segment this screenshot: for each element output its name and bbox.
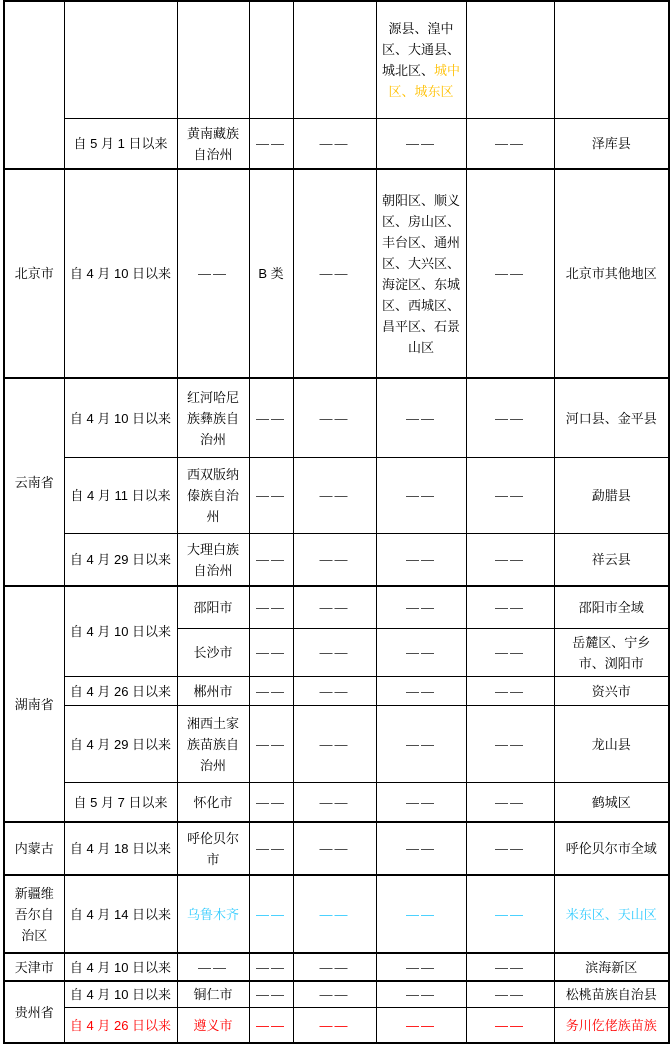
cell-dash: —— bbox=[249, 378, 293, 458]
cell-dash: —— bbox=[376, 534, 466, 587]
cell-date: 自 4 月 10 日以来 bbox=[64, 586, 177, 677]
cell-dash: —— bbox=[466, 629, 554, 677]
cell-dash: —— bbox=[293, 706, 376, 783]
cell-dash bbox=[466, 1, 554, 119]
cell-date: 自 4 月 10 日以来 bbox=[64, 953, 177, 981]
table-row bbox=[4, 378, 669, 458]
cell-dash: —— bbox=[466, 783, 554, 823]
table-row bbox=[4, 1008, 669, 1044]
cell-dash: —— bbox=[376, 706, 466, 783]
cell-city: 邵阳市 bbox=[177, 586, 249, 629]
cell-date: 自 4 月 10 日以来 bbox=[64, 378, 177, 458]
cell-dash: —— bbox=[466, 586, 554, 629]
cell-date: 自 4 月 26 日以来 bbox=[64, 1008, 177, 1044]
cell-city: 怀化市 bbox=[177, 783, 249, 823]
cell-area bbox=[554, 1, 669, 119]
cell-dash: —— bbox=[293, 783, 376, 823]
cell-area: 务川仡佬族苗族 bbox=[554, 1008, 669, 1044]
table-row bbox=[4, 706, 669, 783]
cell-area: 滨海新区 bbox=[554, 953, 669, 981]
cell-dash: —— bbox=[249, 677, 293, 706]
cell-dash: —— bbox=[249, 981, 293, 1008]
table-row bbox=[4, 677, 669, 706]
cell-dash: —— bbox=[376, 378, 466, 458]
table-row bbox=[4, 953, 669, 981]
cell-dash bbox=[293, 1, 376, 119]
cell-dash: —— bbox=[249, 783, 293, 823]
cell-dash: —— bbox=[466, 169, 554, 378]
cell-dash: —— bbox=[376, 822, 466, 875]
cell-date: 自 5 月 7 日以来 bbox=[64, 783, 177, 823]
cell-dash: —— bbox=[249, 458, 293, 534]
cell-area: 河口县、金平县 bbox=[554, 378, 669, 458]
cell-dash: —— bbox=[293, 677, 376, 706]
table-row bbox=[4, 1, 669, 119]
cell-date: 自 4 月 18 日以来 bbox=[64, 822, 177, 875]
highlighted-districts: 城中区、城东区 bbox=[388, 63, 461, 99]
cell-dash: —— bbox=[376, 629, 466, 677]
cell-province bbox=[4, 1, 64, 169]
cell-dash: —— bbox=[376, 875, 466, 953]
cell-dash: —— bbox=[376, 677, 466, 706]
cell-dash: —— bbox=[249, 706, 293, 783]
cell-dash: —— bbox=[293, 822, 376, 875]
cell-date: 自 4 月 10 日以来 bbox=[64, 981, 177, 1008]
cell-area: 鹤城区 bbox=[554, 783, 669, 823]
cell-dash: —— bbox=[376, 783, 466, 823]
cell-dash: —— bbox=[466, 534, 554, 587]
cell-city: 红河哈尼族彝族自治州 bbox=[177, 378, 249, 458]
cell-dash: —— bbox=[293, 981, 376, 1008]
cell-dash: —— bbox=[466, 458, 554, 534]
cell-province: 湖南省 bbox=[4, 586, 64, 822]
cell-dash: —— bbox=[466, 378, 554, 458]
cell-date: 自 4 月 11 日以来 bbox=[64, 458, 177, 534]
cell-province: 云南省 bbox=[4, 378, 64, 586]
cell-city bbox=[177, 1, 249, 119]
cell-city: 铜仁市 bbox=[177, 981, 249, 1008]
cell-city: 湘西土家族苗族自治州 bbox=[177, 706, 249, 783]
table-row bbox=[4, 586, 669, 629]
cell-date: 自 4 月 26 日以来 bbox=[64, 677, 177, 706]
cell-area: 岳麓区、宁乡市、浏阳市 bbox=[554, 629, 669, 677]
cell-city: 黄南藏族自治州 bbox=[177, 119, 249, 170]
cell-dash: —— bbox=[177, 953, 249, 981]
cell-dash: —— bbox=[293, 586, 376, 629]
cell-dash: —— bbox=[466, 706, 554, 783]
cell-city: 长沙市 bbox=[177, 629, 249, 677]
cell-province: 北京市 bbox=[4, 169, 64, 378]
cell-dash: —— bbox=[249, 586, 293, 629]
cell-province: 贵州省 bbox=[4, 981, 64, 1043]
cell-dash: —— bbox=[466, 119, 554, 170]
cell-dash: —— bbox=[466, 981, 554, 1008]
cell-district-list: 源县、湟中区、大通县、城北区、城中区、城东区 bbox=[376, 1, 466, 119]
cell-date: 自 5 月 1 日以来 bbox=[64, 119, 177, 170]
table-row bbox=[4, 875, 669, 953]
cell-date: 自 4 月 10 日以来 bbox=[64, 169, 177, 378]
cell-dash: —— bbox=[293, 458, 376, 534]
cell-dash: —— bbox=[249, 1008, 293, 1044]
cell-province: 内蒙古 bbox=[4, 822, 64, 875]
cell-area: 勐腊县 bbox=[554, 458, 669, 534]
cell-area: 祥云县 bbox=[554, 534, 669, 587]
cell-dash: —— bbox=[293, 953, 376, 981]
cell-dash: —— bbox=[293, 169, 376, 378]
cell-dash: —— bbox=[293, 1008, 376, 1044]
cell-risk-class: B 类 bbox=[249, 169, 293, 378]
cell-dash: —— bbox=[466, 1008, 554, 1044]
table-row bbox=[4, 981, 669, 1008]
cell-area: 泽库县 bbox=[554, 119, 669, 170]
cell-city: 西双版纳傣族自治州 bbox=[177, 458, 249, 534]
cell-city: 大理白族自治州 bbox=[177, 534, 249, 587]
cell-dash: —— bbox=[466, 875, 554, 953]
cell-dash: —— bbox=[466, 822, 554, 875]
cell-date: 自 4 月 29 日以来 bbox=[64, 706, 177, 783]
cell-dash: —— bbox=[249, 629, 293, 677]
cell-dash: —— bbox=[376, 981, 466, 1008]
cell-risk-class bbox=[249, 1, 293, 119]
table-row bbox=[4, 822, 669, 875]
cell-area: 邵阳市全域 bbox=[554, 586, 669, 629]
table-row bbox=[4, 458, 669, 534]
cell-dash: —— bbox=[249, 119, 293, 170]
table-row bbox=[4, 119, 669, 170]
cell-dash: —— bbox=[249, 875, 293, 953]
cell-dash: —— bbox=[293, 875, 376, 953]
cell-district-list: 朝阳区、顺义区、房山区、丰台区、通州区、大兴区、海淀区、东城区、西城区、昌平区、石景山区 bbox=[376, 169, 466, 378]
cell-dash: —— bbox=[249, 822, 293, 875]
cell-area: 呼伦贝尔市全域 bbox=[554, 822, 669, 875]
cell-date: 自 4 月 14 日以来 bbox=[64, 875, 177, 953]
cell-date: 自 4 月 29 日以来 bbox=[64, 534, 177, 587]
table-row bbox=[4, 534, 669, 587]
cell-dash: —— bbox=[376, 458, 466, 534]
cell-dash: —— bbox=[376, 586, 466, 629]
risk-area-table bbox=[3, 0, 670, 1044]
cell-dash: —— bbox=[177, 169, 249, 378]
cell-dash: —— bbox=[249, 534, 293, 587]
cell-area: 龙山县 bbox=[554, 706, 669, 783]
table-row bbox=[4, 783, 669, 823]
cell-area: 松桃苗族自治县 bbox=[554, 981, 669, 1008]
cell-city: 呼伦贝尔市 bbox=[177, 822, 249, 875]
cell-dash: —— bbox=[466, 677, 554, 706]
cell-dash: —— bbox=[376, 953, 466, 981]
cell-province: 新疆维吾尔自治区 bbox=[4, 875, 64, 953]
table-row bbox=[4, 169, 669, 378]
cell-city: 遵义市 bbox=[177, 1008, 249, 1044]
cell-date bbox=[64, 1, 177, 119]
cell-area: 资兴市 bbox=[554, 677, 669, 706]
cell-city: 郴州市 bbox=[177, 677, 249, 706]
cell-area: 北京市其他地区 bbox=[554, 169, 669, 378]
cell-dash: —— bbox=[376, 119, 466, 170]
cell-city: 乌鲁木齐 bbox=[177, 875, 249, 953]
cell-dash: —— bbox=[466, 953, 554, 981]
cell-dash: —— bbox=[249, 953, 293, 981]
cell-area: 米东区、天山区 bbox=[554, 875, 669, 953]
cell-province: 天津市 bbox=[4, 953, 64, 981]
cell-dash: —— bbox=[293, 119, 376, 170]
cell-dash: —— bbox=[293, 629, 376, 677]
cell-dash: —— bbox=[376, 1008, 466, 1044]
cell-dash: —— bbox=[293, 534, 376, 587]
cell-dash: —— bbox=[293, 378, 376, 458]
